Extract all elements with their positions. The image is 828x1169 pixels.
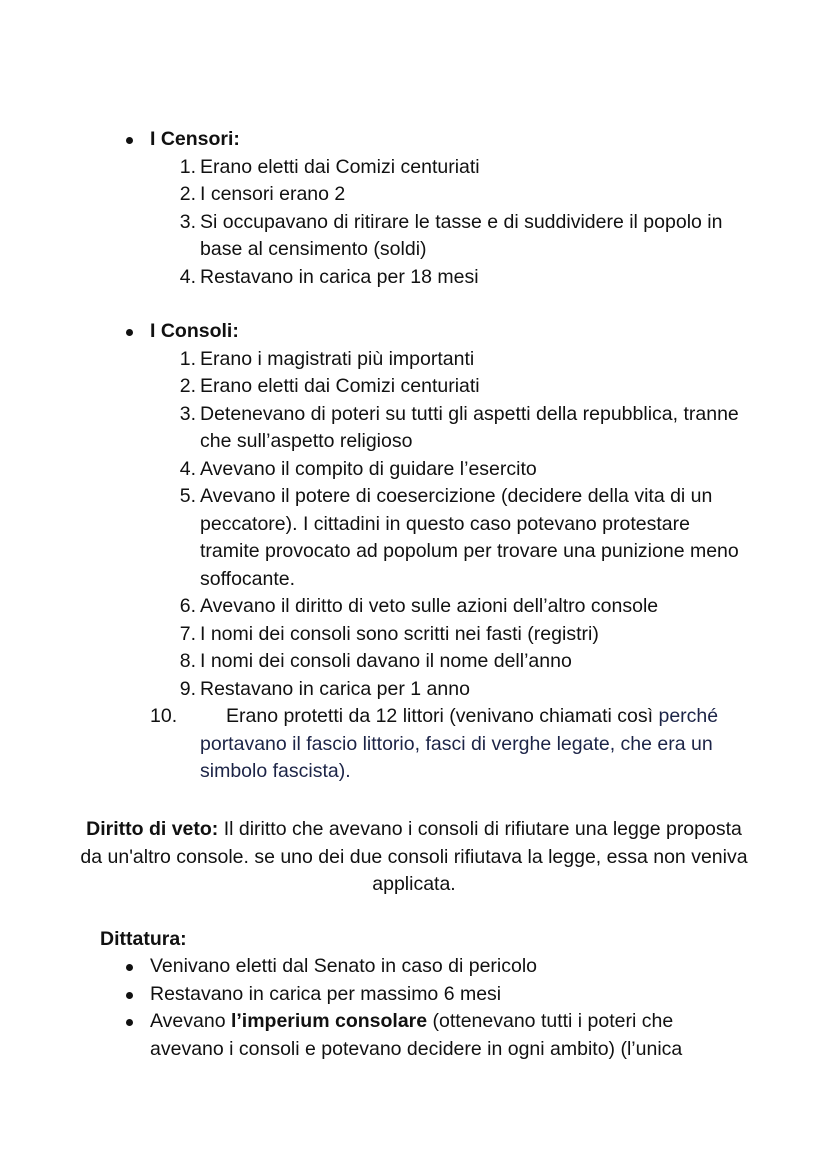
dittatura-list	[150, 953, 750, 1063]
consoli-section	[150, 318, 770, 786]
censori-title: I Censori:	[150, 128, 240, 150]
bullet-icon	[126, 137, 133, 144]
list-number: 8.	[179, 650, 196, 672]
list-number: 3.	[179, 210, 196, 233]
list-item-text: Avevano il compito di guidare l’esercito	[200, 457, 537, 480]
consoli-list	[150, 346, 740, 786]
list-item-text: Erano eletti dai Comizi centuriati	[200, 375, 480, 397]
bullet-icon	[126, 964, 133, 971]
definition-paragraph	[80, 816, 748, 899]
list-item	[179, 593, 740, 621]
list-item	[179, 648, 740, 676]
list-number: 1.	[179, 155, 196, 178]
list-item-text: I nomi dei consoli davano il nome dell’anno	[200, 650, 572, 672]
list-item	[179, 676, 740, 704]
list-number: 3.	[179, 402, 196, 425]
list-item	[179, 621, 740, 649]
list-item-text: Restavano in carica per 1 anno	[200, 677, 470, 700]
list-item-text: Restavano in carica per massimo 6 mesi	[150, 982, 502, 1005]
list-item-text: Detenevano di poteri su tutti gli aspetti della repubblica, tranne che sull’aspetto religioso	[200, 402, 739, 452]
list-item	[150, 981, 750, 1009]
list-item-text: Venivano eletti dal Senato in caso di pericolo	[150, 955, 538, 977]
list-number: 5.	[179, 485, 196, 507]
list-number: 4.	[179, 457, 196, 480]
list-item	[179, 346, 740, 374]
list-item-text: Restavano in carica per 18 mesi	[200, 265, 479, 288]
definition-term: Diritto di veto:	[86, 818, 219, 840]
list-item	[179, 181, 740, 209]
list-number: 4.	[179, 265, 196, 288]
censori-list	[179, 154, 740, 292]
bullet-icon	[126, 992, 133, 999]
list-item	[179, 264, 740, 292]
list-item-text-continued: perché portavano il fascio littorio, fasci di verghe legate, che era un simbolo fascista).	[200, 705, 719, 782]
imperium-consolare-term: l’imperium consolare	[230, 1010, 428, 1032]
definition-text: Il diritto che avevano i consoli di rifiutare una legge proposta da un'altro console. se uno dei due consoli rifiutava la legge, essa non veniva applicata.	[80, 818, 748, 895]
list-item-text: Si occupavano di ritirare le tasse e di suddividere il popolo in base al censimento (soldi)	[200, 210, 723, 260]
list-item	[150, 703, 740, 786]
list-number: 6.	[179, 595, 196, 617]
list-number: 2.	[179, 183, 196, 205]
list-item-text: Avevano	[150, 1010, 231, 1032]
censori-section	[150, 126, 770, 291]
list-item	[179, 373, 740, 401]
list-item-text-continued: (ottenevano tutti i poteri che avevano i consoli e potevano decidere in ogni ambito) (l’unica	[150, 1010, 683, 1060]
bullet-icon	[126, 329, 133, 336]
list-number: 10.	[150, 705, 178, 727]
bullet-icon	[126, 1019, 133, 1026]
list-item	[179, 401, 740, 456]
dittatura-title: Dittatura:	[100, 928, 187, 950]
list-item-text: Avevano il potere di coesercizione (decidere della vita di un peccatore). I cittadini in questo caso potevano protestare tramite provocato ad popolum per trovare una punizione meno soffocante.	[200, 485, 739, 590]
list-item	[150, 1008, 750, 1063]
list-item-text: Erano eletti dai Comizi centuriati	[200, 155, 480, 178]
list-number: 7.	[179, 622, 196, 645]
list-item	[179, 483, 740, 593]
list-item-text: Avevano il diritto di veto sulle azioni dell’altro console	[200, 595, 659, 617]
list-item-text: I nomi dei consoli sono scritti nei fasti (registri)	[200, 622, 599, 645]
list-item-text: Erano protetti da 12 littori (venivano chiamati così	[226, 705, 654, 727]
consoli-title: I Consoli:	[150, 320, 239, 342]
list-item	[179, 209, 740, 264]
list-item-text: I censori erano 2	[200, 183, 346, 205]
list-item	[150, 953, 750, 981]
list-item	[179, 456, 740, 484]
list-number: 1.	[179, 347, 196, 370]
list-number: 9.	[179, 677, 196, 700]
list-item	[179, 154, 740, 182]
list-item-text: Erano i magistrati più importanti	[200, 347, 475, 370]
list-number: 2.	[179, 375, 196, 397]
